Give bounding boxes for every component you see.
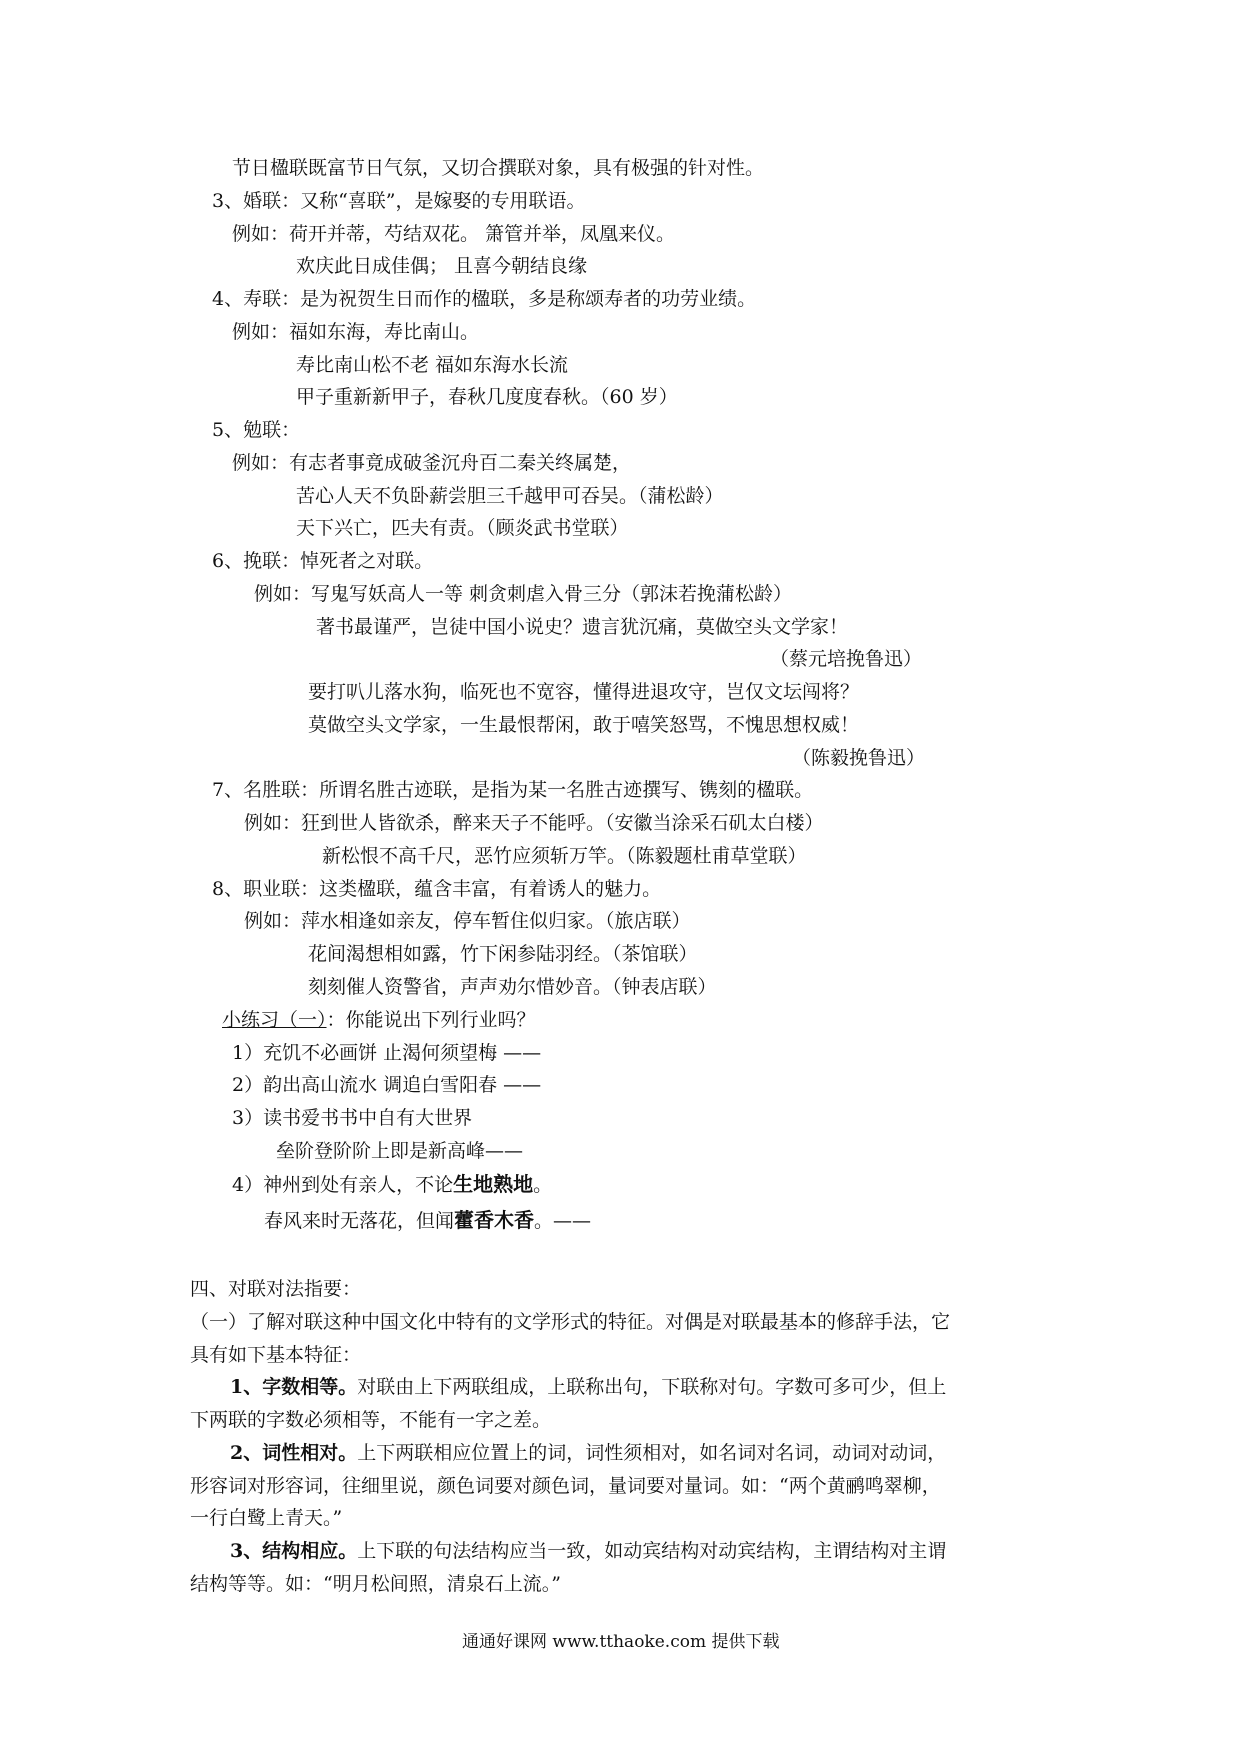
text-span: 上下两联相应位置上的词，词性须相对，如名词对名词，动词对动词， xyxy=(357,1442,947,1464)
exercise-item xyxy=(264,1208,591,1232)
paragraph-line xyxy=(230,1375,946,1399)
example-line: 要打叭儿落水狗，临死也不宽容，懂得进退攻守，岂仅文坛闯将？ xyxy=(308,681,860,703)
feature-title: 3、结构相应。 xyxy=(230,1540,358,1562)
section-heading: 6、挽联：悼死者之对联。 xyxy=(212,550,434,572)
exercise-question: ：你能说出下列行业吗？ xyxy=(326,1009,536,1031)
paragraph-line: 结构等等。如：“明月松间照，清泉石上流。” xyxy=(190,1573,561,1595)
exercise-item: 2）韵出高山流水 调追白雪阳春 —— xyxy=(232,1074,542,1096)
example-line: 例如：有志者事竟成破釜沉舟百二秦关终属楚， xyxy=(232,452,632,474)
example-line: 例如：萍水相逢如亲友，停车暂住似归家。（旅店联） xyxy=(244,910,691,932)
example-line: 刻刻催人资警省，声声劝尔惜妙音。（钟表店联） xyxy=(308,976,717,998)
example-line: 甲子重新新甲子，春秋几度度春秋。（60 岁） xyxy=(296,386,678,408)
text-span: 春风来时无落花，但闻 xyxy=(264,1210,455,1232)
example-line: 著书最谨严，岂徒中国小说史？遗言犹沉痛，莫做空头文学家！ xyxy=(316,616,849,638)
example-line: 莫做空头文学家，一生最恨帮闲，敢于嘻笑怒骂，不愧思想权威！ xyxy=(308,714,860,736)
text-span: 。—— xyxy=(534,1210,592,1232)
example-line: 例如：福如东海，寿比南山。 xyxy=(232,321,480,343)
exercise-heading xyxy=(222,1008,536,1032)
example-line: 苦心人天不负卧薪尝胆三千越甲可吞吴。（蒲松龄） xyxy=(296,485,724,507)
text-span: 4）神州到处有亲人，不论 xyxy=(232,1174,454,1196)
example-line: 花间渴想相如露，竹下闲参陆羽经。（茶馆联） xyxy=(308,943,698,965)
text-span: 。 xyxy=(533,1174,553,1196)
section-heading: 8、职业联：这类楹联，蕴含丰富，有着诱人的魅力。 xyxy=(212,878,662,900)
example-line: 例如：荷开并蒂，芍结双花。 箫管并举，凤凰来仪。 xyxy=(232,223,676,245)
paragraph-line: 一行白鹭上青天。” xyxy=(190,1507,343,1529)
exercise-item: 1）充饥不必画饼 止渴何须望梅 —— xyxy=(232,1042,542,1064)
exercise-title: 小练习（一） xyxy=(222,1009,327,1031)
paragraph-line xyxy=(230,1441,946,1465)
paragraph-line: 下两联的字数必须相等，不能有一字之差。 xyxy=(190,1409,552,1431)
paragraph-line xyxy=(230,1539,946,1563)
emphasis-text: 生地熟地 xyxy=(453,1172,534,1196)
section-heading: 3、婚联：又称“喜联”，是嫁娶的专用联语。 xyxy=(212,190,586,212)
example-line: 例如：狂到世人皆欲杀，醉来天子不能呼。（安徽当涂采石矶太白楼） xyxy=(244,812,824,834)
section-heading: 5、勉联： xyxy=(212,419,301,441)
attribution: （陈毅挽鲁迅） xyxy=(792,747,926,769)
feature-title: 2、词性相对。 xyxy=(230,1442,358,1464)
example-line: 天下兴亡，匹夫有责。（顾炎武书堂联） xyxy=(296,517,629,539)
emphasis-text: 藿香木香 xyxy=(454,1208,535,1232)
page-footer: 通通好课网 www.tthaoke.com 提供下载 xyxy=(462,1632,780,1652)
paragraph-line: （一）了解对联这种中国文化中特有的文学形式的特征。对偶是对联最基本的修辞手法，它 xyxy=(190,1311,951,1333)
text-span: 上下联的句法结构应当一致，如动宾结构对动宾结构，主谓结构对主谓 xyxy=(357,1540,947,1562)
paragraph-line: 具有如下基本特征： xyxy=(190,1344,362,1366)
example-line: 例如：写鬼写妖高人一等 刺贪刺虐入骨三分（郭沫若挽蒲松龄） xyxy=(254,583,793,605)
text-span: 对联由上下两联组成，上联称出句，下联称对句。字数可多可少，但上 xyxy=(357,1376,947,1398)
exercise-item: 3）读书爱书书中自有大世界 xyxy=(232,1107,473,1129)
exercise-item: 垒阶登阶阶上即是新高峰—— xyxy=(276,1140,524,1162)
example-line: 欢庆此日成佳偶； 且喜今朝结良缘 xyxy=(296,255,588,277)
text-line: 节日楹联既富节日气氛，又切合撰联对象，具有极强的针对性。 xyxy=(232,157,765,179)
feature-title: 1、字数相等。 xyxy=(230,1376,358,1398)
section-heading: 4、寿联：是为祝贺生日而作的楹联，多是称颂寿者的功劳业绩。 xyxy=(212,288,757,310)
example-line: 寿比南山松不老 福如东海水长流 xyxy=(296,354,569,376)
paragraph-line: 形容词对形容词，往细里说，颜色词要对颜色词，量词要对量词。如：“两个黄鹂鸣翠柳， xyxy=(190,1475,941,1497)
attribution: （蔡元培挽鲁迅） xyxy=(770,648,923,670)
exercise-item xyxy=(232,1172,552,1196)
example-line: 新松恨不高千尺，恶竹应须斩万竿。（陈毅题杜甫草堂联） xyxy=(322,845,807,867)
section-heading: 7、名胜联：所谓名胜古迹联，是指为某一名胜古迹撰写、镌刻的楹联。 xyxy=(212,779,814,801)
chapter-heading: 四、对联对法指要： xyxy=(190,1278,362,1300)
